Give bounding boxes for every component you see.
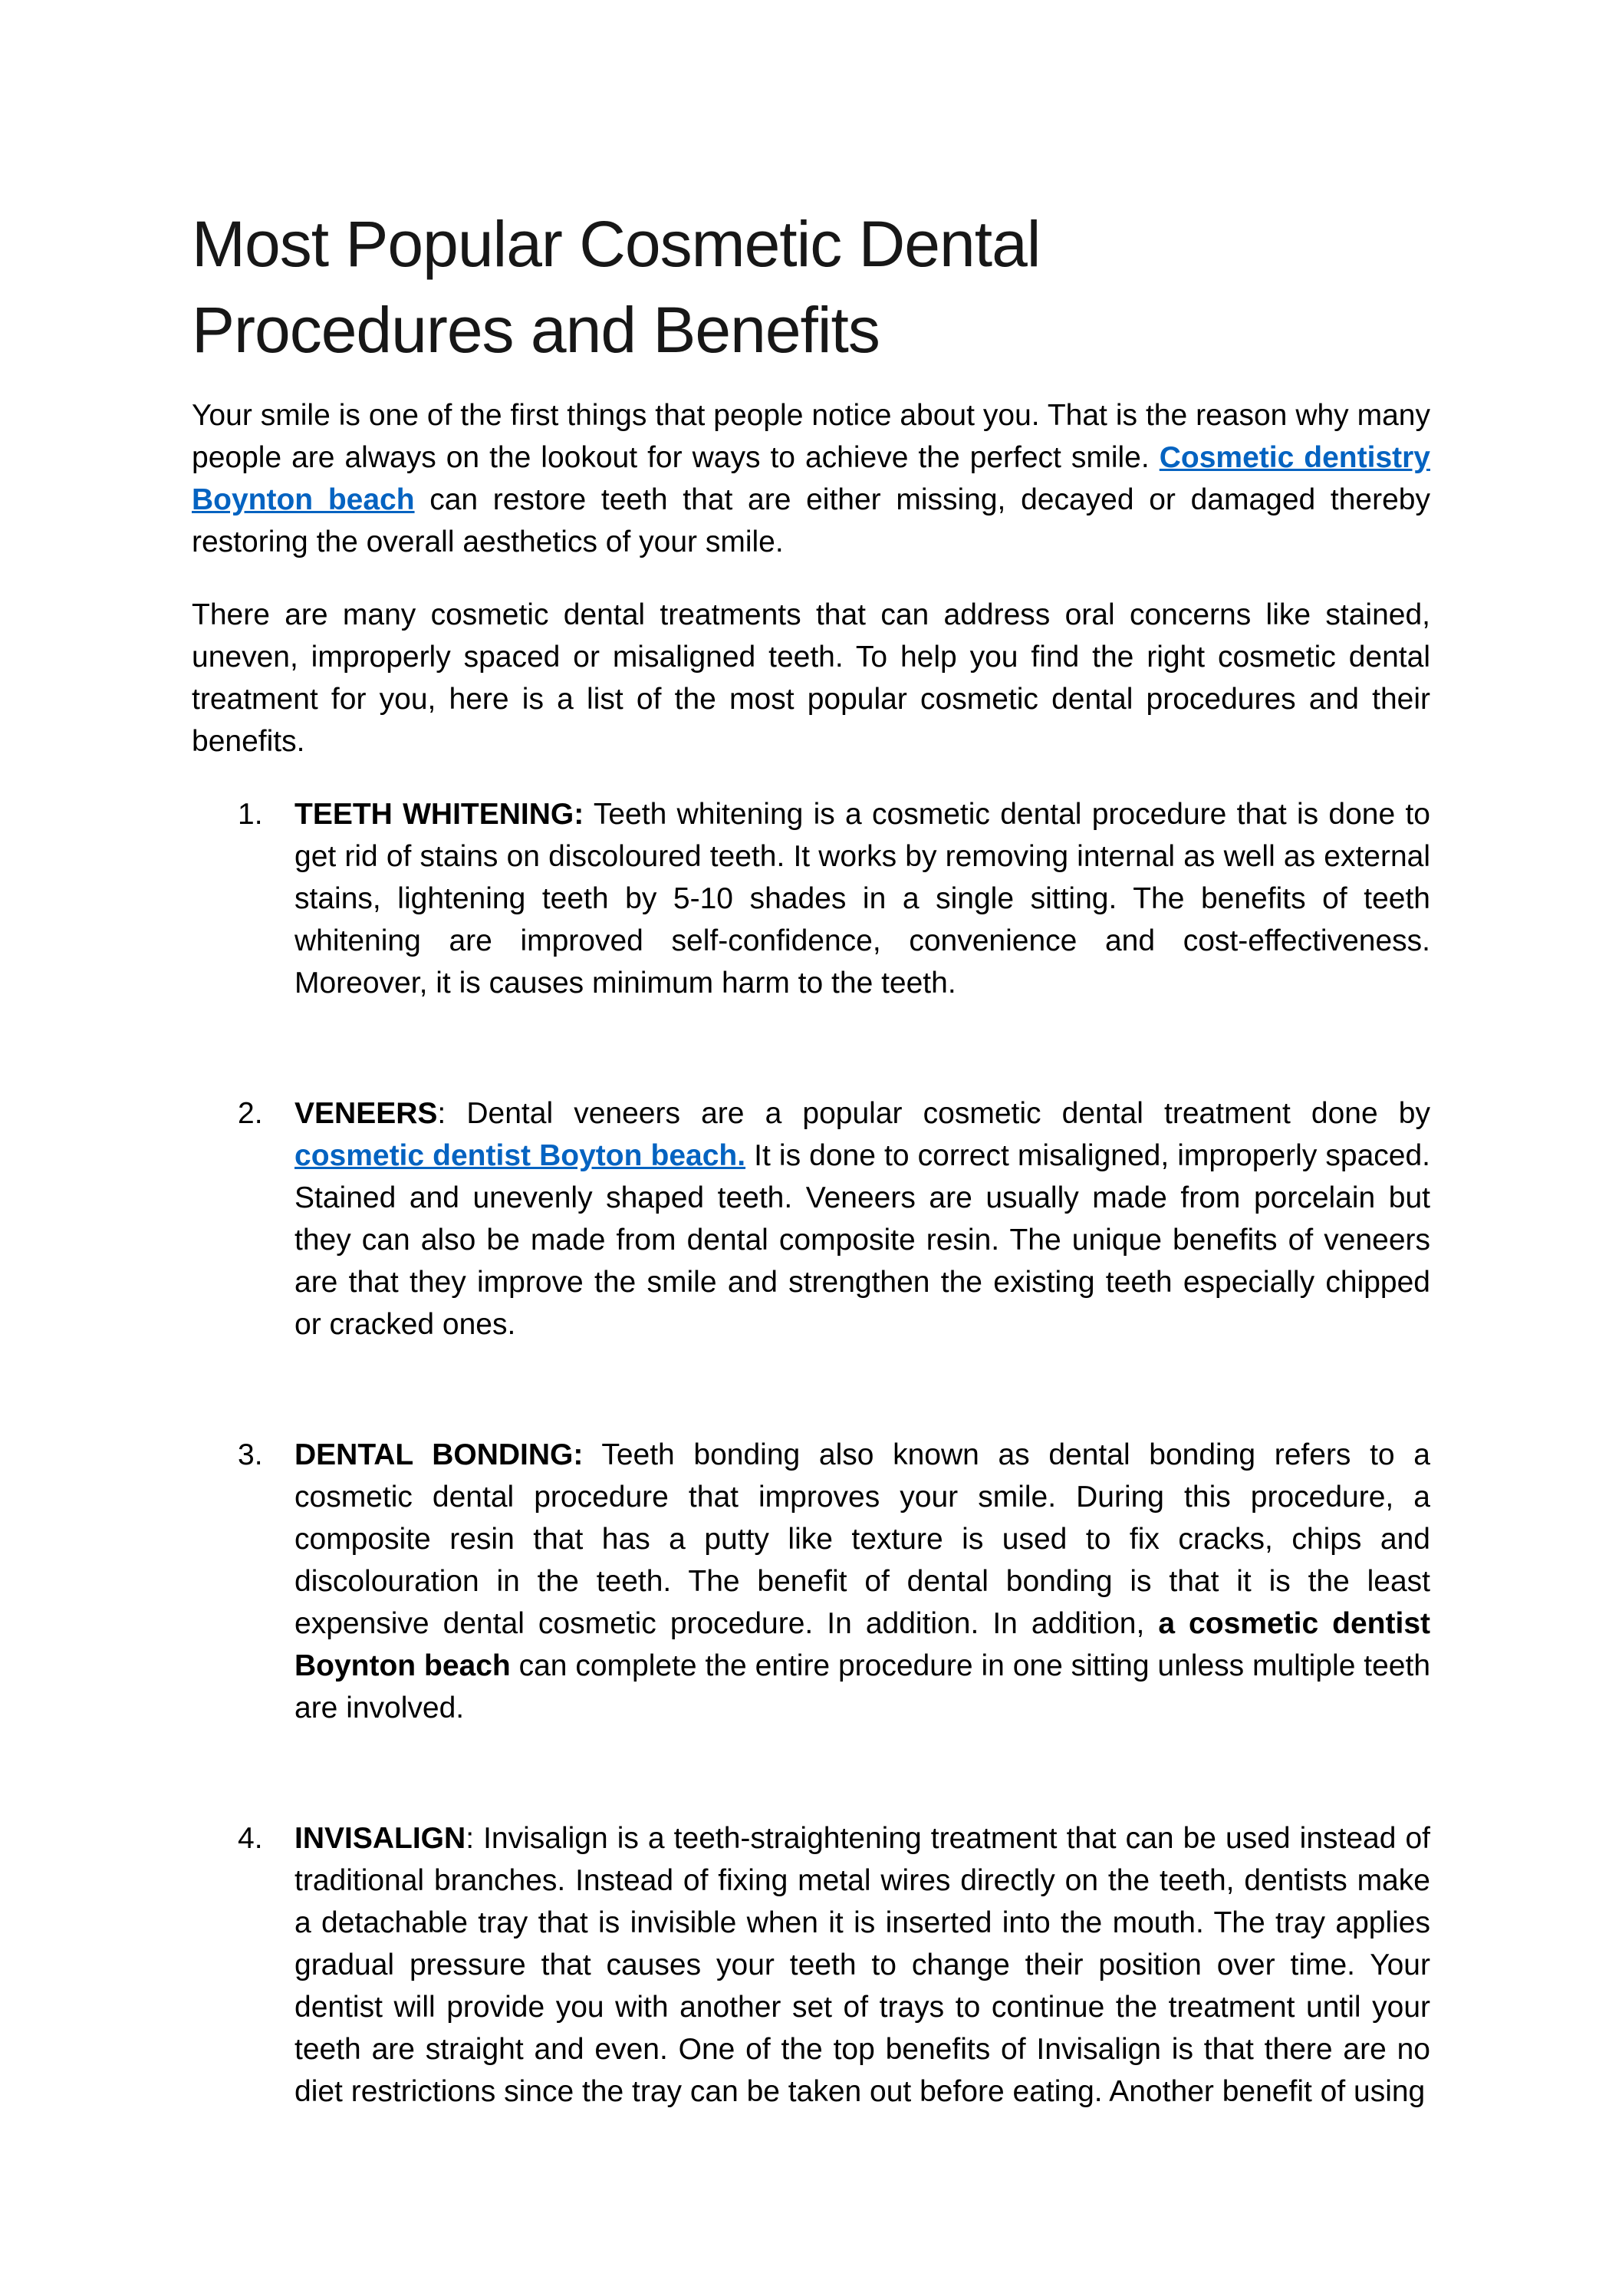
list-item-veneers xyxy=(238,1092,1431,1346)
link-cosmetic-dentist-boyton-beach[interactable]: cosmetic dentist Boyton beach. xyxy=(294,1139,746,1172)
intro-p1-text-1: Your smile is one of the first things that people notice about you. That is the reason why many people are always on the lookout for ways to achieve the perfect smile. xyxy=(192,399,1430,474)
list-item-3-heading: DENTAL BONDING: xyxy=(294,1438,584,1471)
intro-paragraph-1 xyxy=(192,394,1430,563)
page-title xyxy=(192,201,1430,373)
list-number-3: 3. xyxy=(238,1438,263,1471)
intro-paragraph-2: There are many cosmetic dental treatments that can address oral concerns like stained, uneven, improperly spaced or misaligned teeth. To help you find the right cosmetic dental treatment for you, here is a list of the most popular cosmetic dental procedures and their benefits. xyxy=(192,598,1430,758)
link-cosmetic-dentistry-boynton-beach[interactable]: Cosmetic dentistry Boynton beach xyxy=(192,441,1430,516)
list-item-3-body-1: Teeth bonding also known as dental bonding refers to a cosmetic dental procedure that improves your smile. During this procedure, a composite resin that has a putty like texture is used to fix cracks, chips and discolouration in the teeth. The benefit of dental bonding is that it is the least expensive dental cosmetic procedure. In addition. In addition, xyxy=(294,1438,1430,1640)
list-item-invisalign xyxy=(238,1817,1430,2113)
list-item-4-body: : Invisalign is a teeth-straightening treatment that can be used instead of traditional branches. Instead of fixing metal wires directly on the teeth, dentists make a detachable tray that is invisible when it is inserted into the mouth. The tray applies gradual pressure that causes your teeth to change their position over time. Your dentist will provide you with another set of trays to continue the treatment until your teeth are straight and even. One of the top benefits of Invisalign is that there are no diet restrictions since the tray can be taken out before eating. Another benefit of using xyxy=(294,1822,1430,2108)
list-item-3-body-2: can complete the entire procedure in one sitting unless multiple teeth are involved. xyxy=(294,1649,1431,1724)
list-item-3-text xyxy=(294,1434,1430,1729)
list-item-2-heading: VENEERS xyxy=(294,1097,438,1130)
list-item-1-body: Teeth whitening is a cosmetic dental procedure that is done to get rid of stains on discoloured teeth. It works by removing internal as well as external stains, lightening teeth by 5-10 shades in a single sitting. The benefits of teeth whitening are improved self-confidence, convenience and cost-effectiveness. Moreover, it is causes minimum harm to the teeth. xyxy=(294,798,1431,1000)
list-item-2-body-2: It is done to correct misaligned, improperly spaced. Stained and unevenly shaped teeth. Veneers are usually made from porcelain but they can also be made from dental composite resin. The unique benefits of veneers are that they improve the smile and strengthen the existing teeth especially chipped or cracked ones. xyxy=(294,1139,1431,1341)
list-number-2: 2. xyxy=(238,1097,263,1130)
list-item-1-text xyxy=(294,793,1430,1004)
list-item-teeth-whitening xyxy=(238,793,1431,1004)
list-item-4-text xyxy=(294,1817,1430,2113)
page-title-line2: Procedures and Benefits xyxy=(192,294,880,366)
list-item-2-text xyxy=(294,1092,1430,1346)
list-number-1: 1. xyxy=(238,798,263,831)
list-number-4: 4. xyxy=(238,1822,263,1855)
list-item-2-body-1: : Dental veneers are a popular cosmetic dental treatment done by xyxy=(437,1097,1430,1130)
procedures-list xyxy=(192,793,1430,2113)
intro-p1-text-2: can restore teeth that are either missing, decayed or damaged thereby restoring the overall aesthetics of your smile. xyxy=(192,483,1430,558)
list-item-3-bold-phrase: a cosmetic dentist Boynton beach xyxy=(294,1607,1431,1682)
list-item-1-heading: TEETH WHITENING: xyxy=(294,798,584,831)
list-item-4-heading: INVISALIGN xyxy=(294,1822,466,1855)
list-item-dental-bonding xyxy=(238,1434,1431,1729)
page-title-line1: Most Popular Cosmetic Dental xyxy=(192,208,1041,280)
